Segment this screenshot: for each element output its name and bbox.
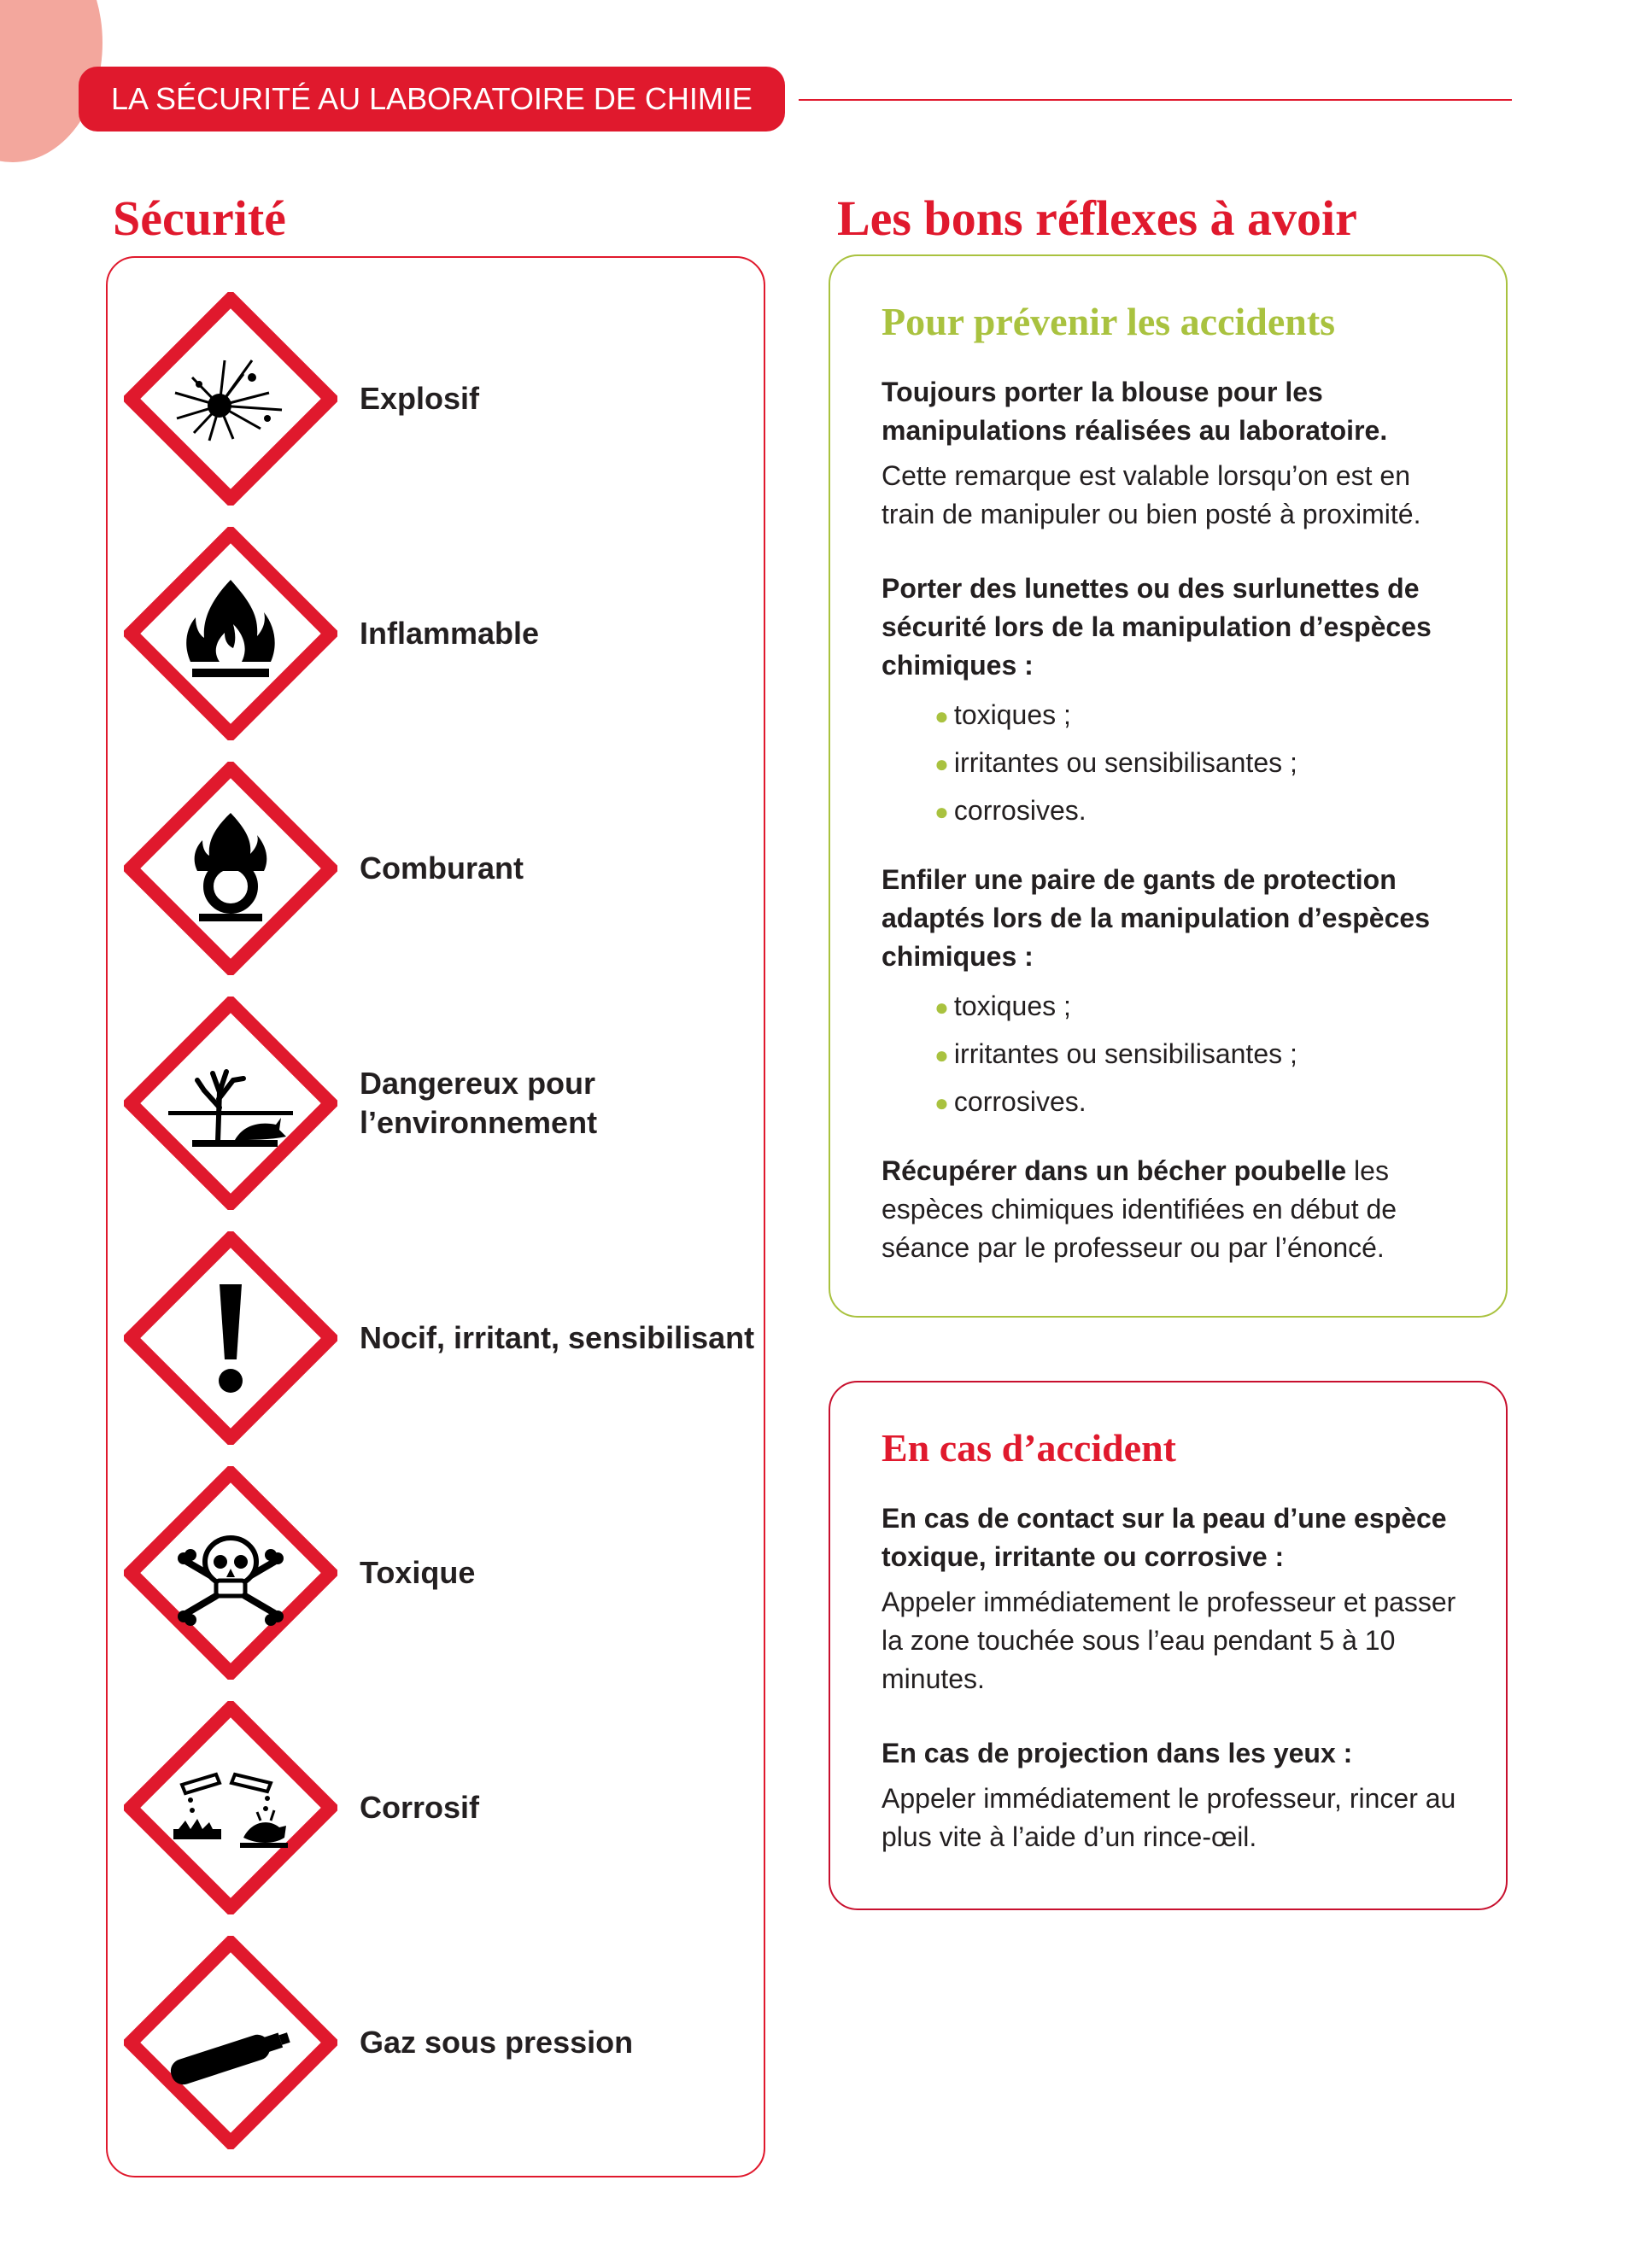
explosive-icon [124,292,337,506]
bullet-icon: ● [934,751,949,777]
eye-projection-text: Appeler immédiatement le professeur, rincer au plus vite à l’aide d’un rince-œil. [882,1783,1456,1852]
pictogram-label: Inflammable [360,616,540,651]
rule-lab-coat: Toujours porter la blouse pour les manipulations réalisées au laboratoire. [882,377,1388,446]
accident-heading: En cas d’accident [882,1426,1176,1470]
list-item: ● corrosives. [934,1086,1086,1117]
flame-icon [124,527,337,740]
skin-contact-text: Appeler immédiatement le professeur et passer la zone touchée sous l’eau pendant 5 à 10 minutes. [882,1587,1456,1694]
prevention-heading: Pour prévenir les accidents [882,300,1336,343]
bullet-icon: ● [934,798,949,825]
list-item: ● irritantes ou sensibilisantes ; [934,747,1297,778]
bullet-icon: ● [934,994,949,1020]
rule-waste-beaker: Récupérer dans un bécher poubelle les espèces chimiques identifiées en début de séance par le professeur ou par l’énoncé. [882,1155,1397,1263]
pictogram-label: Corrosif [360,1790,480,1825]
pictogram-label: Comburant [360,850,524,886]
pictogram-row-harmful [124,1231,773,1445]
skull-crossbones-icon [124,1466,337,1680]
environment-icon [124,997,337,1210]
pictogram-label: Nocif, irritant, sensibilisant [360,1320,755,1355]
pictogram-row-toxic [124,1466,773,1680]
security-title: Sécurité [113,190,286,246]
pictogram-row-environment [124,997,773,1210]
bullet-icon: ● [934,1042,949,1068]
pictogram-row-oxidizer [124,762,773,975]
bullet-icon: ● [934,703,949,729]
pictogram-row-explosive [124,292,773,506]
rule-gloves: Enfiler une paire de gants de protection adaptés lors de la manipulation d’espèces chimiques : [882,864,1430,972]
bullet-icon: ● [934,1090,949,1116]
pictogram-row-corrosive [124,1701,773,1914]
eye-projection-title: En cas de projection dans les yeux : [882,1738,1353,1768]
pictogram-label: Dangereux pour l’environnement [360,1066,598,1140]
chapter-header: LA SÉCURITÉ AU LABORATOIRE DE CHIMIE [79,67,785,132]
pictogram-label: Gaz sous pression [360,2025,634,2060]
corrosion-icon [124,1701,337,1914]
flame-over-circle-icon [124,762,337,975]
gloves-list [882,983,1458,1126]
list-item: ● toxiques ; [934,699,1071,730]
rule-goggles: Porter des lunettes ou des surlunettes de sécurité lors de la manipulation d’espèces chimiques : [882,573,1432,681]
list-item: ● corrosives. [934,795,1086,826]
gas-cylinder-icon [124,1936,337,2149]
accident-box [829,1381,1508,1910]
pictogram-row-gas [124,1936,773,2149]
goggles-list [882,692,1458,835]
pictogram-label: Toxique [360,1555,476,1590]
prevention-box [829,254,1508,1318]
list-item: ● irritantes ou sensibilisantes ; [934,1038,1297,1069]
header-rule [799,99,1512,101]
reflexes-title: Les bons réflexes à avoir [837,190,1357,246]
list-item: ● toxiques ; [934,991,1071,1021]
skin-contact-title: En cas de contact sur la peau d’une espèce toxique, irritante ou corrosive : [882,1503,1447,1572]
pictogram-label: Explosif [360,381,480,416]
pictogram-row-flammable [124,527,773,740]
rule-lab-coat-note: Cette remarque est valable lorsqu’on est en train de manipuler ou bien posté à proximité. [882,460,1421,529]
exclamation-icon [124,1231,337,1445]
